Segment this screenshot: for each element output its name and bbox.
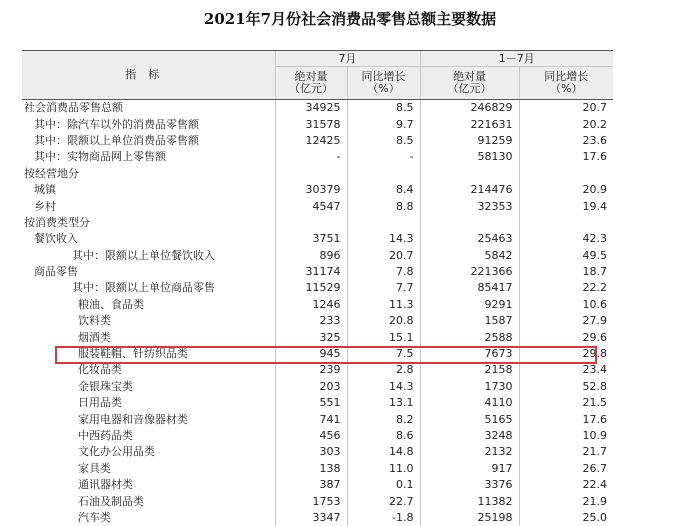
july-absolute-value [275,215,347,231]
ytd-yoy-growth: 21.5 [519,395,613,411]
table-row [22,133,613,149]
ytd-yoy-growth: 22.2 [519,280,613,296]
row-label: 中西药品类 [78,429,133,442]
ytd-yoy-growth: 49.5 [519,248,613,264]
row-label: 按消费类型分 [24,215,90,229]
july-yoy-growth: 14.8 [347,444,420,460]
row-label: 其中：除汽车以外的消费品零售额 [34,117,199,131]
ytd-absolute-value: 25463 [420,231,519,247]
july-absolute-value: 30379 [275,182,347,198]
abs-label: 绝对量 [453,70,486,83]
table-row-highlighted [22,362,613,378]
ytd-absolute-value: 25198 [420,510,519,526]
july-yoy-growth: 2.8 [347,362,420,378]
abs-label: 绝对量 [294,70,328,83]
july-yoy-growth: 14.3 [347,379,420,395]
ytd-yoy-growth: 19.4 [519,198,613,214]
retail-sales-table [22,50,613,526]
july-yoy-growth: 14.3 [347,231,420,247]
row-label: 文化办公用品类 [78,445,155,459]
abs-unit: （亿元） [447,82,492,95]
table-row [22,297,613,313]
row-label: 其中：实物商品网上零售额 [34,150,166,164]
july-absolute-value: 31174 [275,264,347,280]
table-row [22,280,613,296]
table-row [22,395,613,411]
july-yoy-growth [347,215,420,231]
yoy-unit: （%） [367,82,400,95]
ytd-yoy-growth: 21.9 [519,493,613,509]
ytd-yoy-growth: 25.0 [519,510,613,526]
july-yoy-growth: 13.1 [347,395,420,411]
ytd-absolute-value: 221366 [420,264,519,280]
header-july: 7月 [275,51,420,67]
july-yoy-growth: 20.7 [347,248,420,264]
ytd-yoy-growth: 23.6 [519,133,613,149]
table-row [22,379,613,395]
ytd-absolute-value: 85417 [420,280,519,296]
row-label: 粮油、食品类 [78,297,144,311]
row-label: 化妆品类 [78,363,122,377]
header-ytd-abs [420,67,519,100]
july-absolute-value: 456 [275,428,347,444]
table-row [22,100,613,117]
header-ytd-yoy [519,67,613,100]
table-row [22,248,613,264]
ytd-yoy-growth: 21.7 [519,444,613,460]
july-absolute-value: 233 [275,313,347,329]
ytd-absolute-value: 9291 [420,297,519,313]
ytd-absolute-value: 1587 [420,313,519,329]
table-row [22,166,613,182]
row-label: 商品零售 [34,265,78,279]
july-absolute-value: 203 [275,379,347,395]
ytd-absolute-value: 1730 [420,379,519,395]
row-label: 家具类 [78,461,111,475]
table-row [22,346,613,362]
july-yoy-growth: 7.8 [347,264,420,280]
july-absolute-value: 138 [275,461,347,477]
july-absolute-value: 551 [275,395,347,411]
july-yoy-growth: 8.5 [347,133,420,149]
table-row [22,198,613,214]
ytd-absolute-value: 7673 [420,346,519,362]
july-absolute-value [275,166,347,182]
row-label: 汽车类 [78,510,111,524]
july-yoy-growth: 7.7 [347,280,420,296]
july-yoy-growth: 8.5 [347,100,420,117]
header-july-yoy [347,67,420,100]
table-row [22,264,613,280]
july-yoy-growth: 11.3 [347,297,420,313]
ytd-absolute-value: 91259 [420,133,519,149]
july-absolute-value: 387 [275,477,347,493]
table-row [22,510,613,526]
ytd-absolute-value: 5842 [420,248,519,264]
july-absolute-value: 12425 [275,133,347,149]
ytd-absolute-value: 214476 [420,182,519,198]
ytd-absolute-value: 2588 [420,329,519,345]
ytd-absolute-value: 917 [420,461,519,477]
ytd-yoy-growth: 22.4 [519,477,613,493]
ytd-yoy-growth: 29.6 [519,329,613,345]
table-row [22,182,613,198]
july-absolute-value: 239 [275,362,347,378]
ytd-absolute-value: 221631 [420,116,519,132]
ytd-yoy-growth: 17.6 [519,149,613,165]
table-row [22,329,613,345]
july-yoy-growth: 15.1 [347,329,420,345]
ytd-absolute-value: 11382 [420,493,519,509]
july-absolute-value: 4547 [275,198,347,214]
ytd-absolute-value: 2158 [420,362,519,378]
july-yoy-growth: 8.2 [347,411,420,427]
row-label: 其中：限额以上单位商品零售 [72,281,215,295]
table-row [22,116,613,132]
ytd-yoy-growth: 20.7 [519,100,613,117]
row-label: 其中：限额以上单位消费品零售额 [34,133,199,147]
ytd-yoy-growth: 10.6 [519,297,613,313]
row-label: 金银珠宝类 [78,379,133,393]
july-yoy-growth: 8.4 [347,182,420,198]
july-absolute-value: 3751 [275,231,347,247]
ytd-yoy-growth: 29.8 [519,346,613,362]
july-absolute-value: 303 [275,444,347,460]
july-yoy-growth: 20.8 [347,313,420,329]
row-label: 家用电器和音像器材类 [78,412,188,426]
header-jan-jul: 1－7月 [420,51,613,67]
ytd-yoy-growth: 27.9 [519,313,613,329]
table-row [22,231,613,247]
ytd-absolute-value: 2132 [420,444,519,460]
ytd-yoy-growth: 42.3 [519,231,613,247]
ytd-yoy-growth: 23.4 [519,362,613,378]
july-absolute-value: 11529 [275,280,347,296]
ytd-yoy-growth: 26.7 [519,461,613,477]
ytd-yoy-growth: 20.9 [519,182,613,198]
july-yoy-growth: 11.0 [347,461,420,477]
ytd-absolute-value: 32353 [420,198,519,214]
july-absolute-value: 1246 [275,297,347,313]
july-yoy-growth: - [347,149,420,165]
yoy-label: 同比增长 [361,70,406,83]
ytd-absolute-value: 3376 [420,477,519,493]
row-label: 按经营地分 [24,166,79,180]
july-absolute-value: 945 [275,346,347,362]
header-indicator: 指标 [22,51,275,100]
july-yoy-growth: 9.7 [347,116,420,132]
ytd-absolute-value [420,215,519,231]
table-row [22,493,613,509]
table-row [22,444,613,460]
row-label: 通讯器材类 [78,478,133,492]
july-yoy-growth: 8.8 [347,198,420,214]
july-yoy-growth [347,166,420,182]
row-label: 服装鞋帽、针纺织品类 [78,347,188,361]
ytd-yoy-growth: 18.7 [519,264,613,280]
table-row [22,428,613,444]
table-row [22,313,613,329]
table-row [22,477,613,493]
july-absolute-value: 31578 [275,116,347,132]
ytd-yoy-growth: 17.6 [519,411,613,427]
table-row [22,461,613,477]
july-absolute-value: 3347 [275,510,347,526]
july-absolute-value: 325 [275,329,347,345]
table-row [22,149,613,165]
ytd-absolute-value: 4110 [420,395,519,411]
july-absolute-value: - [275,149,347,165]
ytd-yoy-growth: 52.8 [519,379,613,395]
row-label: 社会消费品零售总额 [24,101,123,115]
row-label: 烟酒类 [78,330,111,344]
abs-unit: （亿元） [289,82,333,95]
july-yoy-growth: -1.8 [347,510,420,526]
july-yoy-growth: 0.1 [347,477,420,493]
july-absolute-value: 1753 [275,493,347,509]
ytd-absolute-value: 58130 [420,149,519,165]
july-absolute-value: 34925 [275,100,347,117]
yoy-label: 同比增长 [544,70,589,83]
ytd-absolute-value: 3248 [420,428,519,444]
july-yoy-growth: 7.5 [347,346,420,362]
row-label: 饮料类 [78,314,111,328]
ytd-yoy-growth [519,215,613,231]
row-label: 日用品类 [78,396,122,410]
row-label: 石油及制品类 [78,494,144,508]
ytd-yoy-growth: 20.2 [519,116,613,132]
header-july-abs [275,67,347,100]
july-absolute-value: 896 [275,248,347,264]
table-row [22,411,613,427]
row-label: 餐饮收入 [34,232,78,246]
july-absolute-value: 741 [275,411,347,427]
row-label: 乡村 [34,199,56,213]
row-label: 城镇 [34,183,56,197]
page-title: 2021年7月份社会消费品零售总额主要数据 [203,10,497,28]
july-yoy-growth: 22.7 [347,493,420,509]
yoy-unit: （%） [550,82,583,95]
ytd-yoy-growth: 10.9 [519,428,613,444]
ytd-absolute-value: 246829 [420,100,519,117]
row-label: 其中：限额以上单位餐饮收入 [72,248,215,262]
table-row [22,215,613,231]
july-yoy-growth: 8.6 [347,428,420,444]
ytd-absolute-value [420,166,519,182]
ytd-yoy-growth [519,166,613,182]
ytd-absolute-value: 5165 [420,411,519,427]
